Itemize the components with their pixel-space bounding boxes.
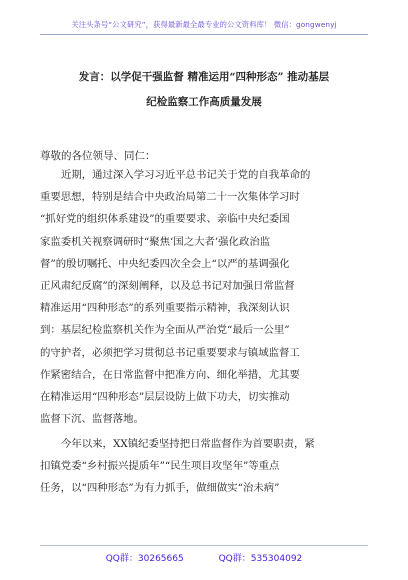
paragraph-line: 重要思想，特别是结合中央政治局第二十一次集体学习时 [40, 191, 300, 204]
footer-divider [40, 545, 368, 546]
paragraph-line: 近期，通过深入学习习近平总书记关于党的自我革命的 [61, 169, 311, 181]
paragraph-line: 正风肃纪反腐”的深刻阐释，以及总书记对加强日常监督 [40, 279, 295, 292]
footer-qq-group-1: QQ群：30265665 [105, 554, 184, 564]
page-header [0, 0, 408, 36]
paragraph-line: 到：基层纪检监察机关作为全面从严治党“最后一公里” [40, 324, 290, 337]
paragraph-line: 任务，以“四种形态”为有力抓手，做细做实“治未病” [40, 482, 280, 495]
paragraph-line: 今年以来，XX镇纪委坚持把日常监督作为首要职责，紧 [61, 438, 315, 450]
paragraph-line: 精准运用“四种形态”的系列重要指示精神，我深刻认识 [40, 302, 290, 315]
salutation: 尊敬的各位领导、同仁： [40, 150, 156, 162]
document-title-line-2: 纪检监察工作高质量发展 [146, 96, 262, 108]
paragraph-line: 督”的殷切嘱托、中央纪委四次全会上“以严的基调强化 [40, 257, 290, 270]
paragraph-line: 作紧密结合，在日常监督中把准方向、细化举措，尤其要 [40, 368, 300, 381]
paragraph-line: 家监委机关视察调研时“聚焦‘国之大者’强化政治监 [40, 235, 271, 248]
paragraph-line: 的守护者，必须把学习贯彻总书记重要要求与镇域监督工 [40, 346, 300, 359]
paragraph-2 [40, 433, 368, 500]
paragraph-line: 扣镇党委“乡村振兴提质年”“民生项目攻坚年”等重点 [40, 460, 280, 473]
paragraph-line: “抓好党的组织体系建设”的重要要求、亲临中央纪委国 [40, 213, 290, 226]
paragraph-1 [40, 164, 368, 430]
page-footer [0, 551, 408, 564]
paragraph-line: 在精准运用“四种形态”层层设防上做下功夫，切实推动 [40, 390, 290, 403]
document-title-line-1: 发言：以学促干强监督 精准运用“四种形态” 推动基层 [78, 71, 330, 83]
footer-qq-group-2: QQ群：535304092 [218, 554, 303, 564]
header-divider [40, 34, 368, 35]
paragraph-line: 监督下沉、监督落地。 [40, 413, 144, 426]
header-banner-text: 关注头条号“公文研究”，获得最新最全最专业的公文资料库！ 微信：gongwenyj [71, 20, 337, 29]
